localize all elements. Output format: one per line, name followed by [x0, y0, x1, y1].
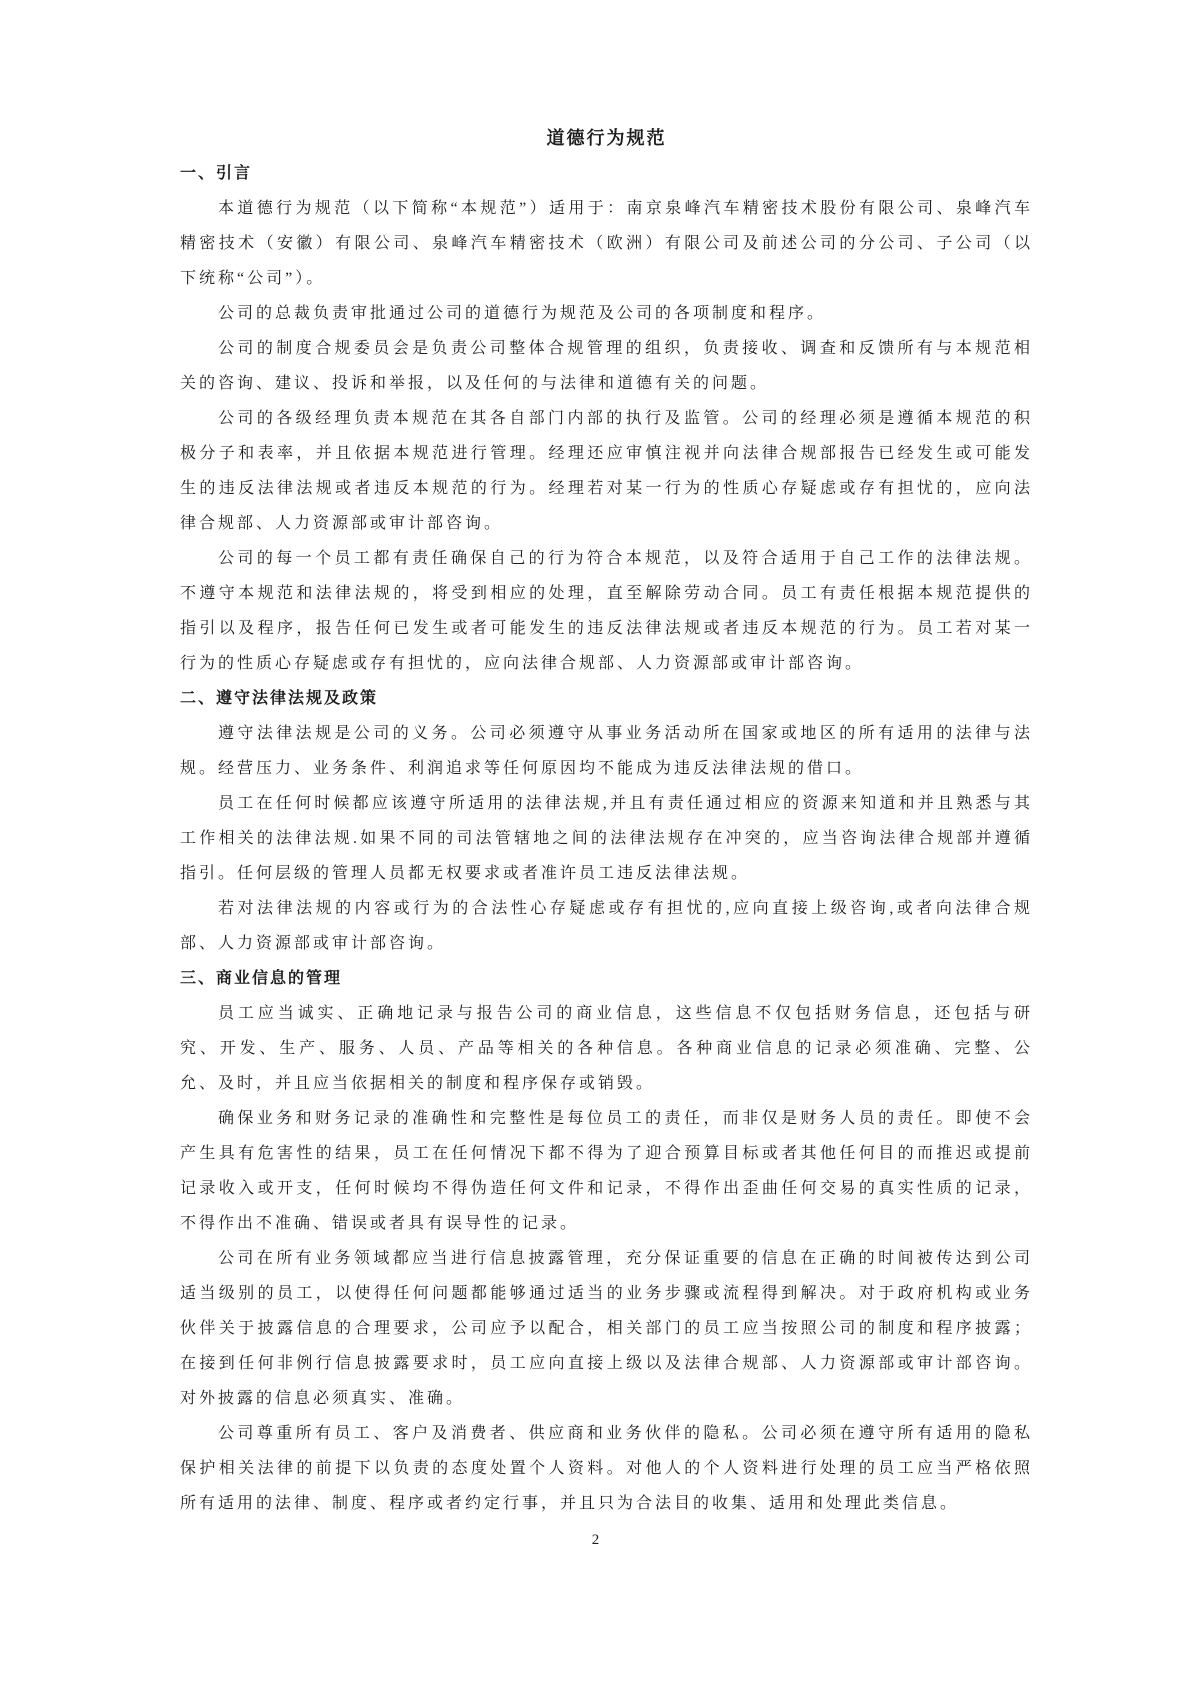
section-heading-business-information: 三、商业信息的管理 — [180, 970, 343, 987]
paragraph: 员工在任何时候都应该遵守所适用的法律法规,并且有责任通过相应的资源来知道和并且熟悉与其工作相关的法律法规.如果不同的司法管辖地之间的法律法规存在冲突的，应当咨询法律合规部并遵循指引。任何层级的管理人员都无权要求或者准许员工违反法律法规。 — [180, 795, 1033, 882]
paragraph: 遵守法律法规是公司的义务。公司必须遵守从事业务活动所在国家或地区的所有适用的法律与法规。经营压力、业务条件、利润追求等任何原因均不能成为违反法律法规的借口。 — [180, 725, 1033, 777]
document-content — [180, 120, 1033, 1521]
document-title: 道德行为规范 — [546, 128, 667, 148]
paragraph: 公司的制度合规委员会是负责公司整体合规管理的组织，负责接收、调查和反馈所有与本规范相关的咨询、建议、投诉和举报，以及任何的与法律和道德有关的问题。 — [180, 340, 1033, 392]
paragraph: 本道德行为规范（以下简称“本规范”）适用于：南京泉峰汽车精密技术股份有限公司、泉峰汽车精密技术（安徽）有限公司、泉峰汽车精密技术（欧洲）有限公司及前述公司的分公司、子公司（以下统称“公司”）。 — [180, 200, 1033, 287]
paragraph: 若对法律法规的内容或行为的合法性心存疑虑或存有担忧的,应向直接上级咨询,或者向法律合规部、人力资源部或审计部咨询。 — [180, 900, 1033, 952]
paragraph: 公司尊重所有员工、客户及消费者、供应商和业务伙伴的隐私。公司必须在遵守所有适用的隐私保护相关法律的前提下以负责的态度处置个人资料。对他人的个人资料进行处理的员工应当严格依照所有适用的法律、制度、程序或者约定行事，并且只为合法目的收集、适用和处理此类信息。 — [180, 1425, 1033, 1512]
paragraph: 公司的各级经理负责本规范在其各自部门内部的执行及监管。公司的经理必须是遵循本规范的积极分子和表率，并且依据本规范进行管理。经理还应审慎注视并向法律合规部报告已经发生或可能发生的违反法律法规或者违反本规范的行为。经理若对某一行为的性质心存疑虑或存有担忧的，应向法律合规部、人力资源部或审计部咨询。 — [180, 410, 1033, 532]
section-heading-legal-compliance: 二、遵守法律法规及政策 — [180, 690, 379, 707]
paragraph: 确保业务和财务记录的准确性和完整性是每位员工的责任，而非仅是财务人员的责任。即使不会产生具有危害性的结果，员工在任何情况下都不得为了迎合预算目标或者其他任何目的而推迟或提前记录收入或开支，任何时候均不得伪造任何文件和记录，不得作出歪曲任何交易的真实性质的记录，不得作出不准确、错误或者具有误导性的记录。 — [180, 1110, 1033, 1232]
section-heading-introduction: 一、引言 — [180, 165, 253, 182]
paragraph: 公司的总裁负责审批通过公司的道德行为规范及公司的各项制度和程序。 — [218, 305, 827, 322]
paragraph: 公司在所有业务领域都应当进行信息披露管理，充分保证重要的信息在正确的时间被传达到公司适当级别的员工，以使得任何问题都能够通过适当的业务步骤或流程得到解决。对于政府机构或业务伙伴关于披露信息的合理要求，公司应予以配合，相关部门的员工应当按照公司的制度和程序披露；在接到任何非例行信息披露要求时，员工应向直接上级以及法律合规部、人力资源部或审计部咨询。对外披露的信息必须真实、准确。 — [180, 1250, 1033, 1407]
page-number: 2 — [591, 1532, 600, 1548]
paragraph: 公司的每一个员工都有责任确保自己的行为符合本规范，以及符合适用于自己工作的法律法规。不遵守本规范和法律法规的，将受到相应的处理，直至解除劳动合同。员工有责任根据本规范提供的指引以及程序，报告任何已发生或者可能发生的违反法律法规或者违反本规范的行为。员工若对某一行为的性质心存疑虑或存有担忧的，应向法律合规部、人力资源部或审计部咨询。 — [180, 550, 1033, 672]
paragraph: 员工应当诚实、正确地记录与报告公司的商业信息，这些信息不仅包括财务信息，还包括与研究、开发、生产、服务、人员、产品等相关的各种信息。各种商业信息的记录必须准确、完整、公允、及时，并且应当依据相关的制度和程序保存或销毁。 — [180, 1005, 1033, 1092]
